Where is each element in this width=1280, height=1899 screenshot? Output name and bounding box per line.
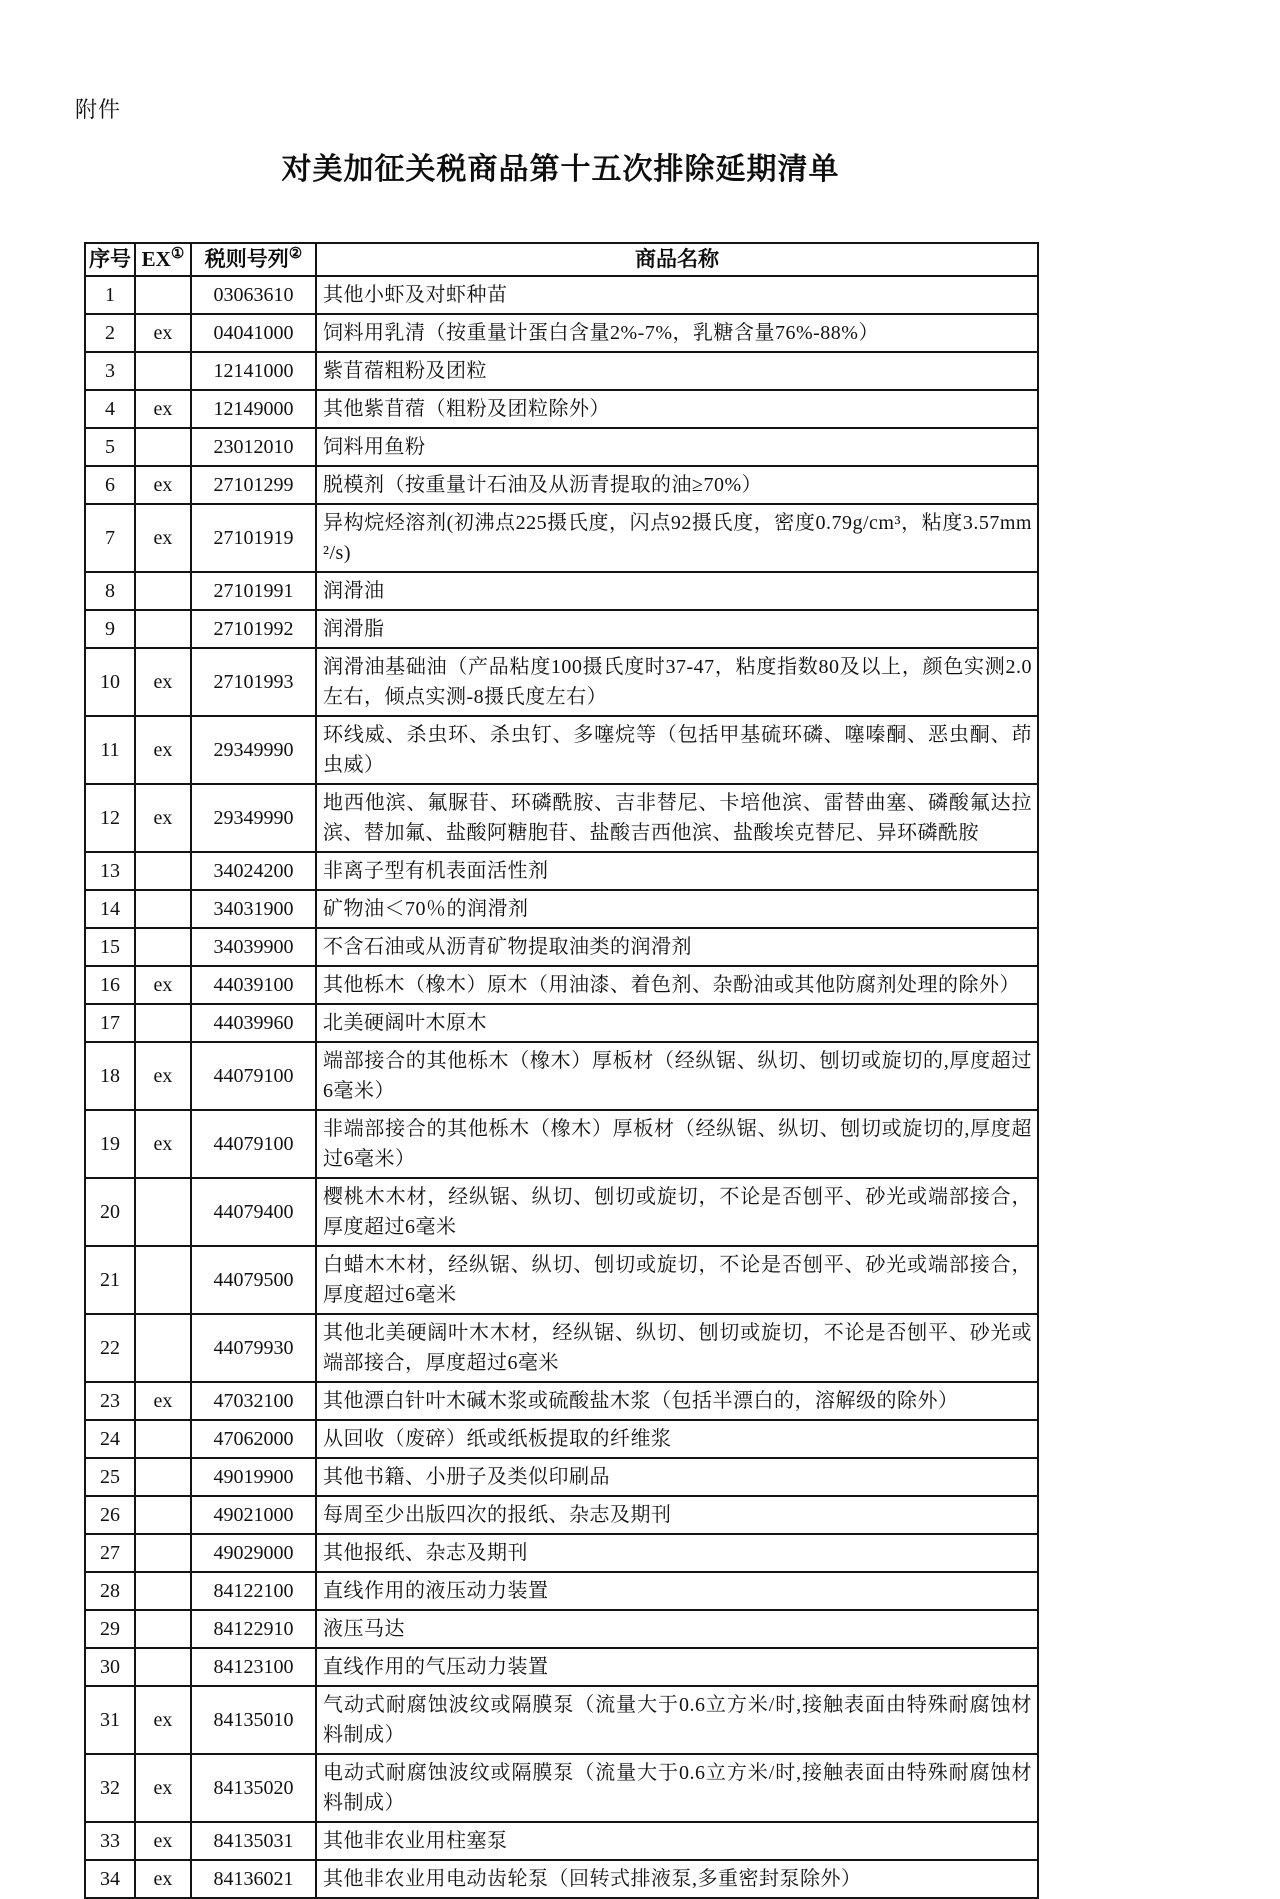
cell-ex-flag: ex [135,314,191,352]
cell-product-name: 气动式耐腐蚀波纹或隔膜泵（流量大于0.6立方米/时,接触表面由特殊耐腐蚀材料制成） [316,1686,1038,1754]
cell-tariff-code: 49029000 [191,1534,316,1572]
cell-product-name: 其他漂白针叶木碱木浆或硫酸盐木浆（包括半漂白的，溶解级的除外） [316,1382,1038,1420]
cell-product-name: 其他非农业用电动齿轮泵（回转式排液泵,多重密封泵除外） [316,1860,1038,1898]
table-row [85,1610,1038,1648]
header-ex-text: EX [141,247,171,271]
cell-ex-flag [135,1458,191,1496]
cell-serial-number: 14 [85,890,135,928]
cell-serial-number: 6 [85,466,135,504]
table-row [85,1042,1038,1110]
cell-tariff-code: 27101992 [191,610,316,648]
table-row [85,1572,1038,1610]
cell-serial-number: 19 [85,1110,135,1178]
cell-serial-number: 20 [85,1178,135,1246]
cell-serial-number: 26 [85,1496,135,1534]
cell-tariff-code: 84135010 [191,1686,316,1754]
cell-serial-number: 33 [85,1822,135,1860]
cell-product-name: 非离子型有机表面活性剂 [316,852,1038,890]
cell-tariff-code: 23012010 [191,428,316,466]
table-row [85,890,1038,928]
cell-serial-number: 5 [85,428,135,466]
cell-tariff-code: 12141000 [191,352,316,390]
cell-product-name: 其他小虾及对虾种苗 [316,276,1038,314]
cell-serial-number: 29 [85,1610,135,1648]
cell-ex-flag [135,1178,191,1246]
cell-ex-flag [135,1648,191,1686]
cell-product-name: 其他紫苜蓿（粗粉及团粒除外） [316,390,1038,428]
cell-product-name: 非端部接合的其他栎木（橡木）厚板材（经纵锯、纵切、刨切或旋切的,厚度超过6毫米） [316,1110,1038,1178]
table-row [85,1496,1038,1534]
cell-tariff-code: 04041000 [191,314,316,352]
cell-serial-number: 7 [85,504,135,572]
cell-product-name: 直线作用的气压动力装置 [316,1648,1038,1686]
table-row [85,352,1038,390]
cell-product-name: 其他栎木（橡木）原木（用油漆、着色剂、杂酚油或其他防腐剂处理的除外） [316,966,1038,1004]
header-product-name: 商品名称 [316,243,1038,276]
table-row [85,1754,1038,1822]
cell-ex-flag: ex [135,966,191,1004]
cell-tariff-code: 27101299 [191,466,316,504]
cell-serial-number: 28 [85,1572,135,1610]
cell-product-name: 北美硬阔叶木原木 [316,1004,1038,1042]
cell-tariff-code: 49021000 [191,1496,316,1534]
cell-product-name: 脱模剂（按重量计石油及从沥青提取的油≥70%） [316,466,1038,504]
cell-serial-number: 18 [85,1042,135,1110]
cell-ex-flag: ex [135,1822,191,1860]
table-row [85,966,1038,1004]
cell-tariff-code: 44079930 [191,1314,316,1382]
cell-product-name: 地西他滨、氟脲苷、环磷酰胺、吉非替尼、卡培他滨、雷替曲塞、磷酸氟达拉滨、替加氟、盐酸阿糖胞苷、盐酸吉西他滨、盐酸埃克替尼、异环磷酰胺 [316,784,1038,852]
cell-serial-number: 12 [85,784,135,852]
cell-tariff-code: 44079100 [191,1110,316,1178]
table-body [85,276,1038,1898]
cell-serial-number: 11 [85,716,135,784]
table-row [85,572,1038,610]
cell-product-name: 饲料用鱼粉 [316,428,1038,466]
cell-product-name: 其他报纸、杂志及期刊 [316,1534,1038,1572]
cell-ex-flag: ex [135,1686,191,1754]
cell-tariff-code: 47062000 [191,1420,316,1458]
cell-ex-flag: ex [135,504,191,572]
table-row [85,1822,1038,1860]
table-row [85,1110,1038,1178]
cell-ex-flag [135,276,191,314]
document-content [84,0,1037,1899]
cell-tariff-code: 27101919 [191,504,316,572]
cell-product-name: 直线作用的液压动力装置 [316,1572,1038,1610]
cell-serial-number: 2 [85,314,135,352]
cell-product-name: 电动式耐腐蚀波纹或隔膜泵（流量大于0.6立方米/时,接触表面由特殊耐腐蚀材料制成） [316,1754,1038,1822]
cell-product-name: 其他北美硬阔叶木木材，经纵锯、纵切、刨切或旋切，不论是否刨平、砂光或端部接合，厚度超过6毫米 [316,1314,1038,1382]
cell-product-name: 不含石油或从沥青矿物提取油类的润滑剂 [316,928,1038,966]
cell-product-name: 端部接合的其他栎木（橡木）厚板材（经纵锯、纵切、刨切或旋切的,厚度超过6毫米） [316,1042,1038,1110]
cell-serial-number: 3 [85,352,135,390]
cell-serial-number: 13 [85,852,135,890]
cell-tariff-code: 34024200 [191,852,316,890]
cell-serial-number: 30 [85,1648,135,1686]
cell-serial-number: 1 [85,276,135,314]
cell-product-name: 其他书籍、小册子及类似印刷品 [316,1458,1038,1496]
cell-ex-flag [135,1572,191,1610]
cell-product-name: 矿物油＜70％的润滑剂 [316,890,1038,928]
cell-tariff-code: 12149000 [191,390,316,428]
table-header-row [85,243,1038,276]
header-tariff-code [191,243,316,276]
table-row [85,504,1038,572]
cell-tariff-code: 44039960 [191,1004,316,1042]
cell-tariff-code: 47032100 [191,1382,316,1420]
table-row [85,1246,1038,1314]
cell-serial-number: 9 [85,610,135,648]
cell-ex-flag: ex [135,1860,191,1898]
cell-ex-flag [135,352,191,390]
cell-tariff-code: 03063610 [191,276,316,314]
cell-tariff-code: 44039100 [191,966,316,1004]
footnote-2-marker: ② [288,246,303,262]
cell-tariff-code: 84123100 [191,1648,316,1686]
cell-product-name: 异构烷烃溶剂(初沸点225摄氏度，闪点92摄氏度，密度0.79g/cm³，粘度3.57mm²/s) [316,504,1038,572]
cell-ex-flag: ex [135,1110,191,1178]
cell-tariff-code: 44079500 [191,1246,316,1314]
cell-tariff-code: 44079400 [191,1178,316,1246]
cell-serial-number: 8 [85,572,135,610]
table-row [85,928,1038,966]
cell-product-name: 环线威、杀虫环、杀虫钉、多噻烷等（包括甲基硫环磷、噻嗪酮、恶虫酮、茚虫威） [316,716,1038,784]
cell-ex-flag [135,428,191,466]
attachment-label: 附件 [75,97,122,122]
cell-ex-flag [135,610,191,648]
cell-ex-flag [135,1246,191,1314]
cell-ex-flag: ex [135,716,191,784]
cell-serial-number: 21 [85,1246,135,1314]
cell-ex-flag [135,852,191,890]
table-row [85,784,1038,852]
table-row [85,314,1038,352]
cell-tariff-code: 44079100 [191,1042,316,1110]
cell-serial-number: 15 [85,928,135,966]
table-row [85,1534,1038,1572]
cell-ex-flag: ex [135,648,191,716]
table-row [85,276,1038,314]
cell-product-name: 润滑油基础油（产品粘度100摄氏度时37-47，粘度指数80及以上，颜色实测2.0左右，倾点实测-8摄氏度左右） [316,648,1038,716]
table-row [85,390,1038,428]
header-tariff-code-text: 税则号列 [204,247,289,271]
cell-serial-number: 31 [85,1686,135,1754]
cell-product-name: 饲料用乳清（按重量计蛋白含量2%-7%，乳糖含量76%-88%） [316,314,1038,352]
cell-product-name: 樱桃木木材，经纵锯、纵切、刨切或旋切，不论是否刨平、砂光或端部接合，厚度超过6毫米 [316,1178,1038,1246]
table-row [85,610,1038,648]
cell-product-name: 紫苜蓿粗粉及团粒 [316,352,1038,390]
cell-serial-number: 27 [85,1534,135,1572]
cell-serial-number: 16 [85,966,135,1004]
page-title: 对美加征关税商品第十五次排除延期清单 [281,153,840,186]
cell-tariff-code: 27101993 [191,648,316,716]
cell-product-name: 白蜡木木材，经纵锯、纵切、刨切或旋切，不论是否刨平、砂光或端部接合，厚度超过6毫米 [316,1246,1038,1314]
cell-ex-flag: ex [135,1754,191,1822]
table-row [85,1178,1038,1246]
cell-tariff-code: 29349990 [191,716,316,784]
cell-ex-flag [135,1420,191,1458]
cell-ex-flag: ex [135,390,191,428]
table-row [85,648,1038,716]
cell-serial-number: 34 [85,1860,135,1898]
cell-ex-flag [135,1004,191,1042]
table-row [85,466,1038,504]
cell-serial-number: 22 [85,1314,135,1382]
cell-ex-flag [135,890,191,928]
cell-serial-number: 24 [85,1420,135,1458]
exclusion-list-table [84,242,1039,1899]
table-row [85,1458,1038,1496]
cell-tariff-code: 84122100 [191,1572,316,1610]
cell-ex-flag [135,928,191,966]
cell-tariff-code: 27101991 [191,572,316,610]
cell-tariff-code: 29349990 [191,784,316,852]
cell-ex-flag: ex [135,1382,191,1420]
cell-product-name: 每周至少出版四次的报纸、杂志及期刊 [316,1496,1038,1534]
cell-product-name: 其他非农业用柱塞泵 [316,1822,1038,1860]
cell-ex-flag [135,572,191,610]
cell-tariff-code: 84135020 [191,1754,316,1822]
cell-serial-number: 17 [85,1004,135,1042]
cell-product-name: 液压马达 [316,1610,1038,1648]
cell-tariff-code: 34039900 [191,928,316,966]
table-row [85,1686,1038,1754]
table-row [85,1004,1038,1042]
cell-serial-number: 4 [85,390,135,428]
cell-serial-number: 23 [85,1382,135,1420]
table-row [85,1420,1038,1458]
cell-product-name: 润滑脂 [316,610,1038,648]
cell-ex-flag: ex [135,1042,191,1110]
cell-serial-number: 25 [85,1458,135,1496]
cell-ex-flag [135,1534,191,1572]
cell-ex-flag [135,1314,191,1382]
table-row [85,852,1038,890]
cell-tariff-code: 34031900 [191,890,316,928]
cell-product-name: 润滑油 [316,572,1038,610]
cell-serial-number: 10 [85,648,135,716]
table-row [85,1382,1038,1420]
cell-tariff-code: 84136021 [191,1860,316,1898]
cell-product-name: 从回收（废碎）纸或纸板提取的纤维浆 [316,1420,1038,1458]
table-row [85,1648,1038,1686]
cell-tariff-code: 84122910 [191,1610,316,1648]
header-serial-number: 序号 [85,243,135,276]
table-row [85,1314,1038,1382]
footnote-1-marker: ① [170,246,185,262]
cell-tariff-code: 49019900 [191,1458,316,1496]
table-row [85,716,1038,784]
cell-tariff-code: 84135031 [191,1822,316,1860]
header-ex [135,243,191,276]
table-row [85,428,1038,466]
cell-serial-number: 32 [85,1754,135,1822]
table-row [85,1860,1038,1898]
cell-ex-flag: ex [135,466,191,504]
cell-ex-flag: ex [135,784,191,852]
cell-ex-flag [135,1610,191,1648]
cell-ex-flag [135,1496,191,1534]
